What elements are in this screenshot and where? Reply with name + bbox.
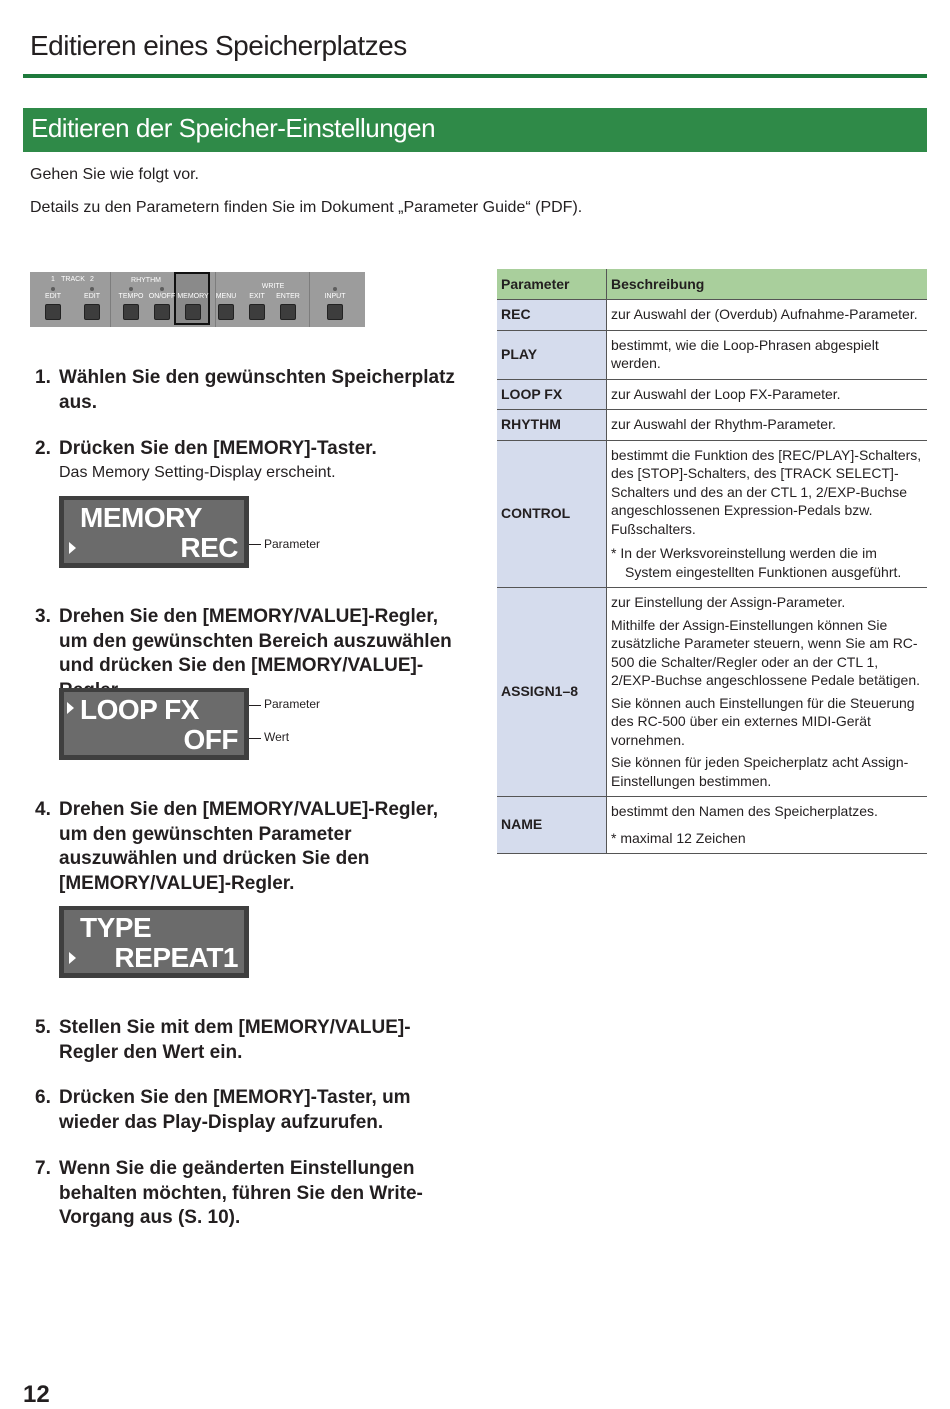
step-2-subtext: Das Memory Setting-Display erscheint. [59,464,336,481]
step-number: 1. [35,367,51,388]
parameter-name: PLAY [497,330,607,379]
led-indicator [333,287,337,291]
parameter-name: NAME [497,797,607,854]
description-text: bestimmt, wie die Loop-Phrasen abgespielt werden. [611,336,879,371]
page-number: 12 [23,1381,50,1408]
panel-button-label: ON/OFF [148,293,176,300]
step-3 [35,605,465,679]
panel-button-label-memory: MEMORY [177,293,209,300]
memory-footswitch [185,304,201,320]
step-6 [35,1086,465,1136]
panel-label-rhythm: RHYTHM [131,277,161,284]
parameter-description [607,300,928,331]
panel-divider [309,272,310,327]
panel-label-track-1: 1 [51,276,55,283]
table-header-row [497,269,927,300]
description-text: zur Auswahl der (Overdub) Aufnahme-Parameter. [611,306,918,322]
callout-line [249,544,261,545]
intro-text-reference: Details zu den Parametern finden Sie im Dokument „Parameter Guide“ (PDF). [30,199,583,216]
footswitch [154,304,170,320]
parameter-name: REC [497,300,607,331]
parameter-table [497,269,927,854]
lcd-line-1: MEMORY [80,502,202,533]
cursor-triangle-icon [69,952,76,964]
lcd-display-loop-fx [59,688,249,760]
panel-label-write: WRITE [261,283,285,290]
parameter-name: RHYTHM [497,410,607,441]
table-row [497,410,927,441]
step-text: Wählen Sie den gewünschten Speicherplatz aus. [59,367,455,413]
lcd-line-2: REPEAT1 [114,942,238,973]
table-row [497,330,927,379]
step-number: 3. [35,606,51,627]
panel-divider [215,272,216,327]
footswitch [45,304,61,320]
footswitch [280,304,296,320]
callout-value: Wert [264,730,290,744]
panel-divider [110,272,111,327]
panel-button-label: ENTER [276,293,300,300]
parameter-name: LOOP FX [497,379,607,410]
step-7 [35,1157,465,1231]
step-text: Wenn Sie die geänderten Einstellungen behalten möchten, führen Sie den Write-Vorgang aus (S. 10). [59,1158,423,1228]
callout-parameter: Parameter [264,697,321,711]
footswitch [327,304,343,320]
step-text: Drücken Sie den [MEMORY]-Taster. [59,438,377,459]
step-text: Drücken Sie den [MEMORY]-Taster, um wieder das Play-Display aufzurufen. [59,1087,411,1133]
lcd-line-1: TYPE [80,912,152,943]
description-text: zur Einstellung der Assign-Parameter. [611,594,846,610]
parameter-description [607,440,928,588]
step-text: Drehen Sie den [MEMORY/VALUE]-Regler, um den gewünschten Bereich auszuwählen und drücken Sie den [MEMORY/VALUE]- [59,606,452,676]
lcd-display-type [59,906,249,978]
lcd-line-2: OFF [183,724,238,755]
footswitch [123,304,139,320]
step-5 [35,1016,465,1066]
table-row [497,797,927,854]
section-header [23,108,927,152]
panel-button-label: MENU [215,293,237,300]
callout-line [249,705,261,706]
table-row [497,379,927,410]
description-text: zur Auswahl der Rhythm-Parameter. [611,416,836,432]
footswitch [84,304,100,320]
description-text: bestimmt den Namen des Speicherplatzes. [611,803,878,819]
description-note: * In der Werksvoreinstellung werden die im System eingestellten Funktionen ausgeführt. [611,545,902,580]
led-indicator [90,287,94,291]
panel-button-label: EDIT [84,293,100,300]
led-indicator [51,287,55,291]
pedal-panel-illustration [30,272,365,327]
callout-parameter: Parameter [264,537,321,551]
table-header-description: Beschreibung [607,269,928,300]
step-text: Drehen Sie den [MEMORY/VALUE]-Regler, um den gewünschten Parameter auszuwählen und drücken Sie den [MEMORY/VALUE]-Regler. [59,799,438,894]
panel-button-label: EXIT [249,293,265,300]
step-number: 5. [35,1017,51,1038]
description-text: Mithilfe der Assign-Einstellungen können Sie zusätzliche Parameter steuern, wenn Sie am RC-500 die Schalter/Regler oder an der CTL 1, 2/EXP-Buchse angeschlossene Pedale betätigen. [611,616,920,688]
parameter-description [607,379,928,410]
footswitch [218,304,234,320]
step-number: 4. [35,799,51,820]
section-title: Editieren der Speicher-Einstellungen [31,113,436,143]
step-number: 2. [35,438,51,459]
intro-text: Gehen Sie wie folgt vor. [30,166,199,183]
table-row [497,300,927,331]
table-header-parameter: Parameter [497,269,607,300]
page-title: Editieren eines Speicherplatzes [30,30,407,61]
led-indicator [129,287,133,291]
parameter-name: CONTROL [497,440,607,588]
panel-button-label: EDIT [45,293,61,300]
cursor-triangle-icon [67,702,74,714]
description-note: * maximal 12 Zeichen [611,829,746,846]
panel-label-track: TRACK [61,276,85,283]
step-1 [35,366,465,416]
panel-button-label: TEMPO [118,293,144,300]
parameter-description [607,410,928,441]
parameter-description [607,588,928,797]
footswitch [249,304,265,320]
panel-button-label: INPUT [324,293,346,300]
table-row [497,588,927,797]
lcd-line-1: LOOP FX [80,694,199,725]
parameter-description [607,797,928,854]
parameter-name: ASSIGN1–8 [497,588,607,797]
step-text: Stellen Sie mit dem [MEMORY/VALUE]-Regler den Wert ein. [59,1017,411,1063]
cursor-triangle-icon [69,542,76,554]
step-4 [35,798,465,896]
led-indicator [160,287,164,291]
lcd-line-2: REC [180,532,238,563]
description-text: zur Auswahl der Loop FX-Parameter. [611,385,841,402]
step-number: 7. [35,1158,51,1179]
parameter-description [607,330,928,379]
description-text: Sie können auch Einstellungen für die Steuerung des RC-500 über ein externes MIDI-Gerät vornehmen. [611,694,915,748]
description-text: Sie können für jeden Speicherplatz acht Assign-Einstellungen bestimmen. [611,754,909,789]
title-rule [23,74,927,78]
panel-label-track-2: 2 [90,276,94,283]
step-number: 6. [35,1087,51,1108]
step-2 [35,437,465,462]
table-row [497,440,927,588]
description-text: bestimmt die Funktion des [REC/PLAY]-Schalters, des [STOP]-Schalters, des [TRACK SELECT]-Schalters und des an der CTL 1, 2/EXP-Buchse angeschlossenen Expression-Pedals bzw. Fußschalters. [611,446,922,537]
lcd-display-memory [59,496,249,568]
callout-line [249,738,261,739]
